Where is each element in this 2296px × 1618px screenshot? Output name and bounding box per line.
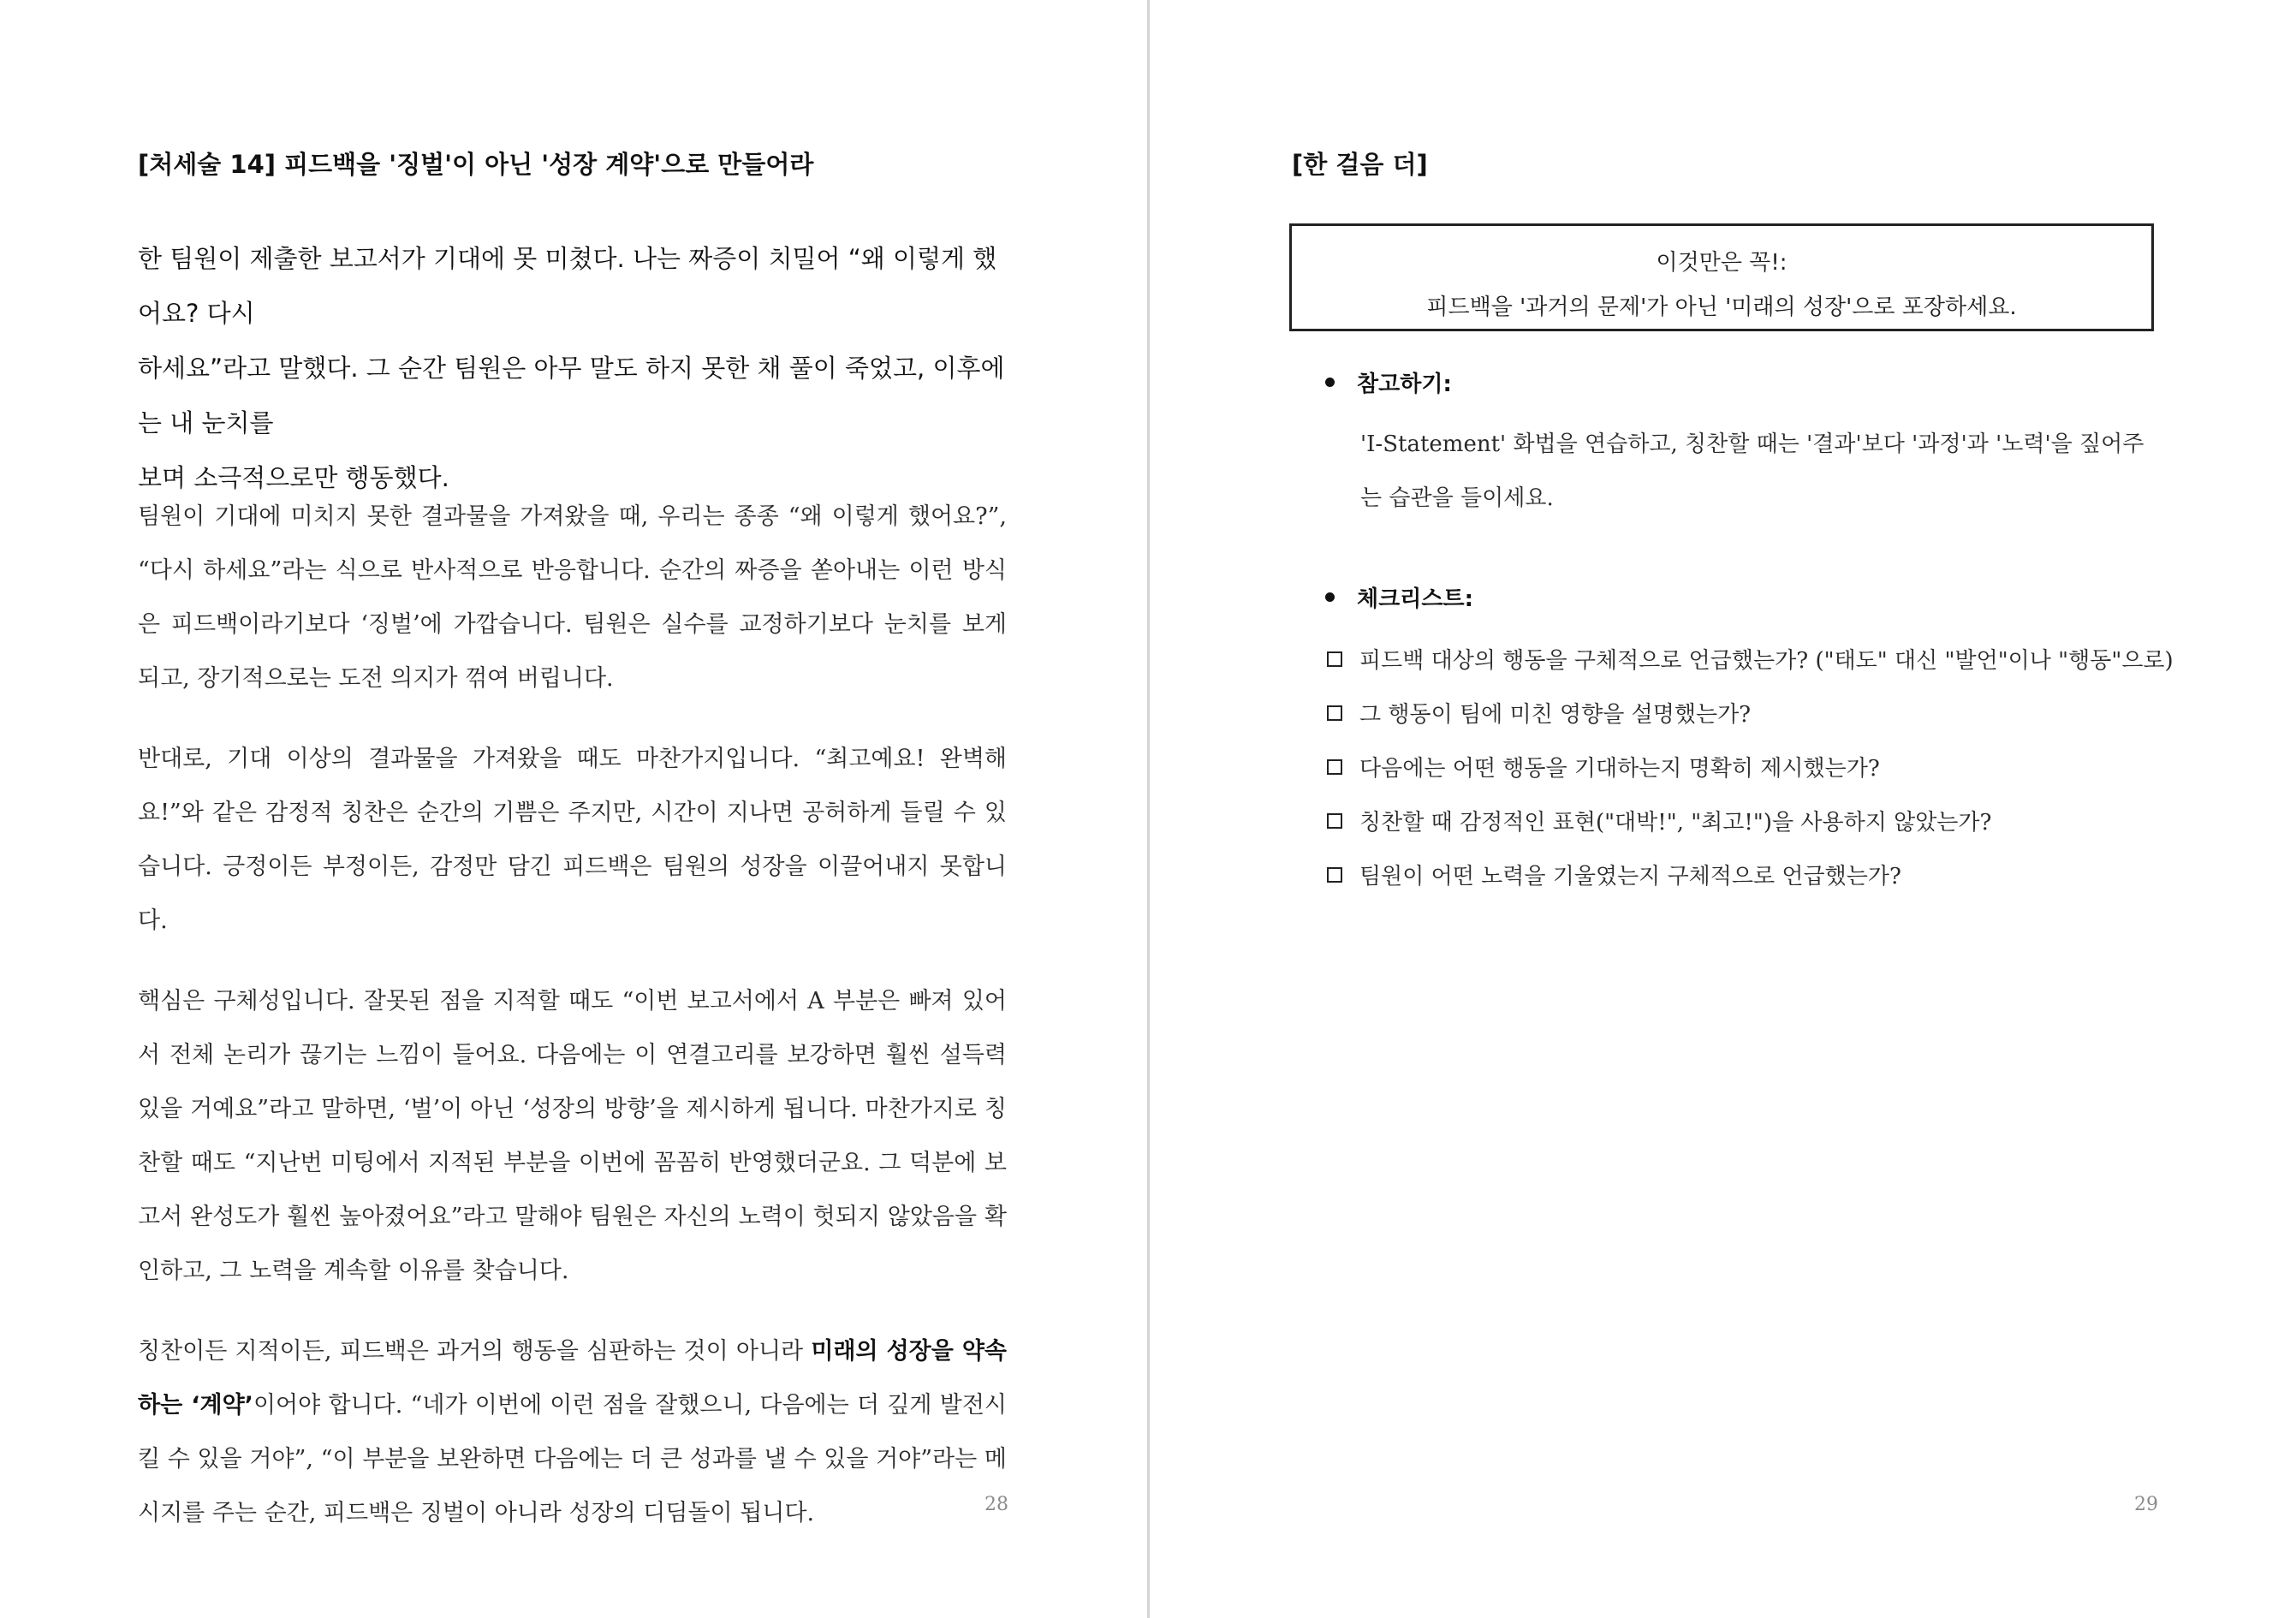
page-number-left: 28 bbox=[984, 1494, 1008, 1515]
reference-bullet bbox=[1325, 363, 2156, 401]
body-text bbox=[138, 490, 1007, 1567]
callout-text: 피드백을 '과거의 문제'가 아닌 '미래의 성장'으로 포장하세요. bbox=[1426, 294, 2017, 320]
checkbox-icon[interactable] bbox=[1327, 867, 1342, 883]
checklist-item-text: 피드백 대상의 행동을 구체적으로 언급했는가? ("태도" 대신 "발언"이나 "행동"으로) bbox=[1359, 648, 2174, 674]
checklist-item[interactable] bbox=[1327, 794, 2269, 848]
bullet-dot-icon bbox=[1325, 378, 1335, 387]
checkbox-icon[interactable] bbox=[1327, 705, 1342, 721]
final-text-post: 이어야 합니다. “네가 이번에 이런 점을 잘했으니, 다음에는 더 깊게 발전시킬 수 있을 거야”, “이 부분을 보완하면 다음에는 더 큰 성과를 낼 수 있을 거야”라는 메시지를 주는 순간, 피드백은 징벌이 아니라 성장의 디딤돌이 됩니다. bbox=[138, 1392, 1007, 1526]
intro-line: 보며 소극적으로만 행동했다. bbox=[138, 463, 449, 492]
checklist-item-text: 칭찬할 때 감정적인 표현("대박!", "최고!")을 사용하지 않았는가? bbox=[1359, 810, 1992, 836]
checkbox-icon[interactable] bbox=[1327, 813, 1342, 829]
checkbox-icon[interactable] bbox=[1327, 759, 1342, 775]
chapter-title: [처세술 14] 피드백을 '징벌'이 아닌 '성장 계약'으로 만들어라 bbox=[138, 150, 814, 179]
intro-line: 한 팀원이 제출한 보고서가 기대에 못 미쳤다. 나는 짜증이 치밀어 “왜 이렇게 했어요? 다시 bbox=[138, 244, 997, 328]
body-paragraph-final bbox=[138, 1324, 1007, 1540]
reference-section bbox=[1325, 363, 2156, 526]
checkbox-icon[interactable] bbox=[1327, 651, 1342, 667]
body-paragraph: 반대로, 기대 이상의 결과물을 가져왔을 때도 마찬가지입니다. “최고예요! 완벽해요!”와 같은 감정적 칭찬은 순간의 기쁨은 주지만, 시간이 지나면 공허하게 들릴 수 있습니다. 긍정이든 부정이든, 감정만 담긴 피드백은 팀원의 성장을 이끌어내지 못합니다. bbox=[138, 746, 1007, 934]
right-page bbox=[1150, 0, 2296, 1618]
left-page bbox=[0, 0, 1147, 1618]
bullet-dot-icon bbox=[1325, 592, 1335, 602]
checklist-item[interactable] bbox=[1327, 686, 2269, 740]
final-text-emphasis: 미래의 성장을 약속하는 ‘계약’ bbox=[138, 1338, 1007, 1419]
body-paragraph: 핵심은 구체성입니다. 잘못된 점을 지적할 때도 “이번 보고서에서 A 부분은 빠져 있어서 전체 논리가 끊기는 느낌이 들어요. 다음에는 이 연결고리를 보강하면 훨씬 설득력 있을 거예요”라고 말하면, ‘벌’이 아닌 ‘성장의 방향’을 제시하게 됩니다. 마찬가지로 칭찬할 때도 “지난번 미팅에서 지적된 부분을 이번에 꼼꼼히 반영했더군요. 그 덕분에 보고서 완성도가 훨씬 높아졌어요”라고 말해야 팀원은 자신의 노력이 헛되지 않았음을 확인하고, 그 노력을 계속할 이유를 찾습니다. bbox=[138, 988, 1008, 1284]
checklist-item[interactable] bbox=[1327, 740, 2269, 794]
checklist-item[interactable] bbox=[1327, 848, 2269, 901]
section-title: [한 걸음 더] bbox=[1292, 150, 1428, 179]
checklist-header bbox=[1325, 578, 2156, 616]
checklist-item-text: 팀원이 어떤 노력을 기울였는지 구체적으로 언급했는가? bbox=[1359, 864, 1901, 889]
checklist bbox=[1327, 632, 2269, 901]
checklist-bullet bbox=[1325, 578, 2156, 616]
checklist-item[interactable] bbox=[1327, 632, 2269, 686]
reference-label: 참고하기: bbox=[1357, 371, 1452, 397]
callout-heading: 이것만은 꼭!: bbox=[1656, 250, 1787, 276]
checklist-item-text: 다음에는 어떤 행동을 기대하는지 명확히 제시했는가? bbox=[1359, 756, 1880, 782]
body-paragraph: 팀원이 기대에 미치지 못한 결과물을 가져왔을 때, 우리는 종종 “왜 이렇게 했어요?”, “다시 하세요”라는 식으로 반사적으로 반응합니다. 순간의 짜증을 쏟아내는 이런 방식은 피드백이라기보다 ‘징벌’에 가깝습니다. 팀원은 실수를 교정하기보다 눈치를 보게 되고, 장기적으로는 도전 의지가 꺾여 버립니다. bbox=[138, 503, 1007, 692]
intro-anecdote bbox=[138, 231, 1007, 505]
intro-line: 하세요”라고 말했다. 그 순간 팀원은 아무 말도 하지 못한 채 풀이 죽었고, 이후에는 내 눈치를 bbox=[138, 354, 1005, 437]
final-text-pre: 칭찬이든 지적이든, 피드백은 과거의 행동을 심판하는 것이 아니라 bbox=[138, 1338, 812, 1365]
page-number-right: 29 bbox=[2134, 1494, 2158, 1515]
checklist-item-text: 그 행동이 팀에 미친 영향을 설명했는가? bbox=[1359, 702, 1752, 728]
key-takeaway-box bbox=[1289, 223, 2154, 331]
reference-text: 'I-Statement' 화법을 연습하고, 칭찬할 때는 '결과'보다 '과정'과 '노력'을 짚어주는 습관을 들이세요. bbox=[1360, 431, 2144, 511]
checklist-label: 체크리스트: bbox=[1357, 586, 1473, 612]
